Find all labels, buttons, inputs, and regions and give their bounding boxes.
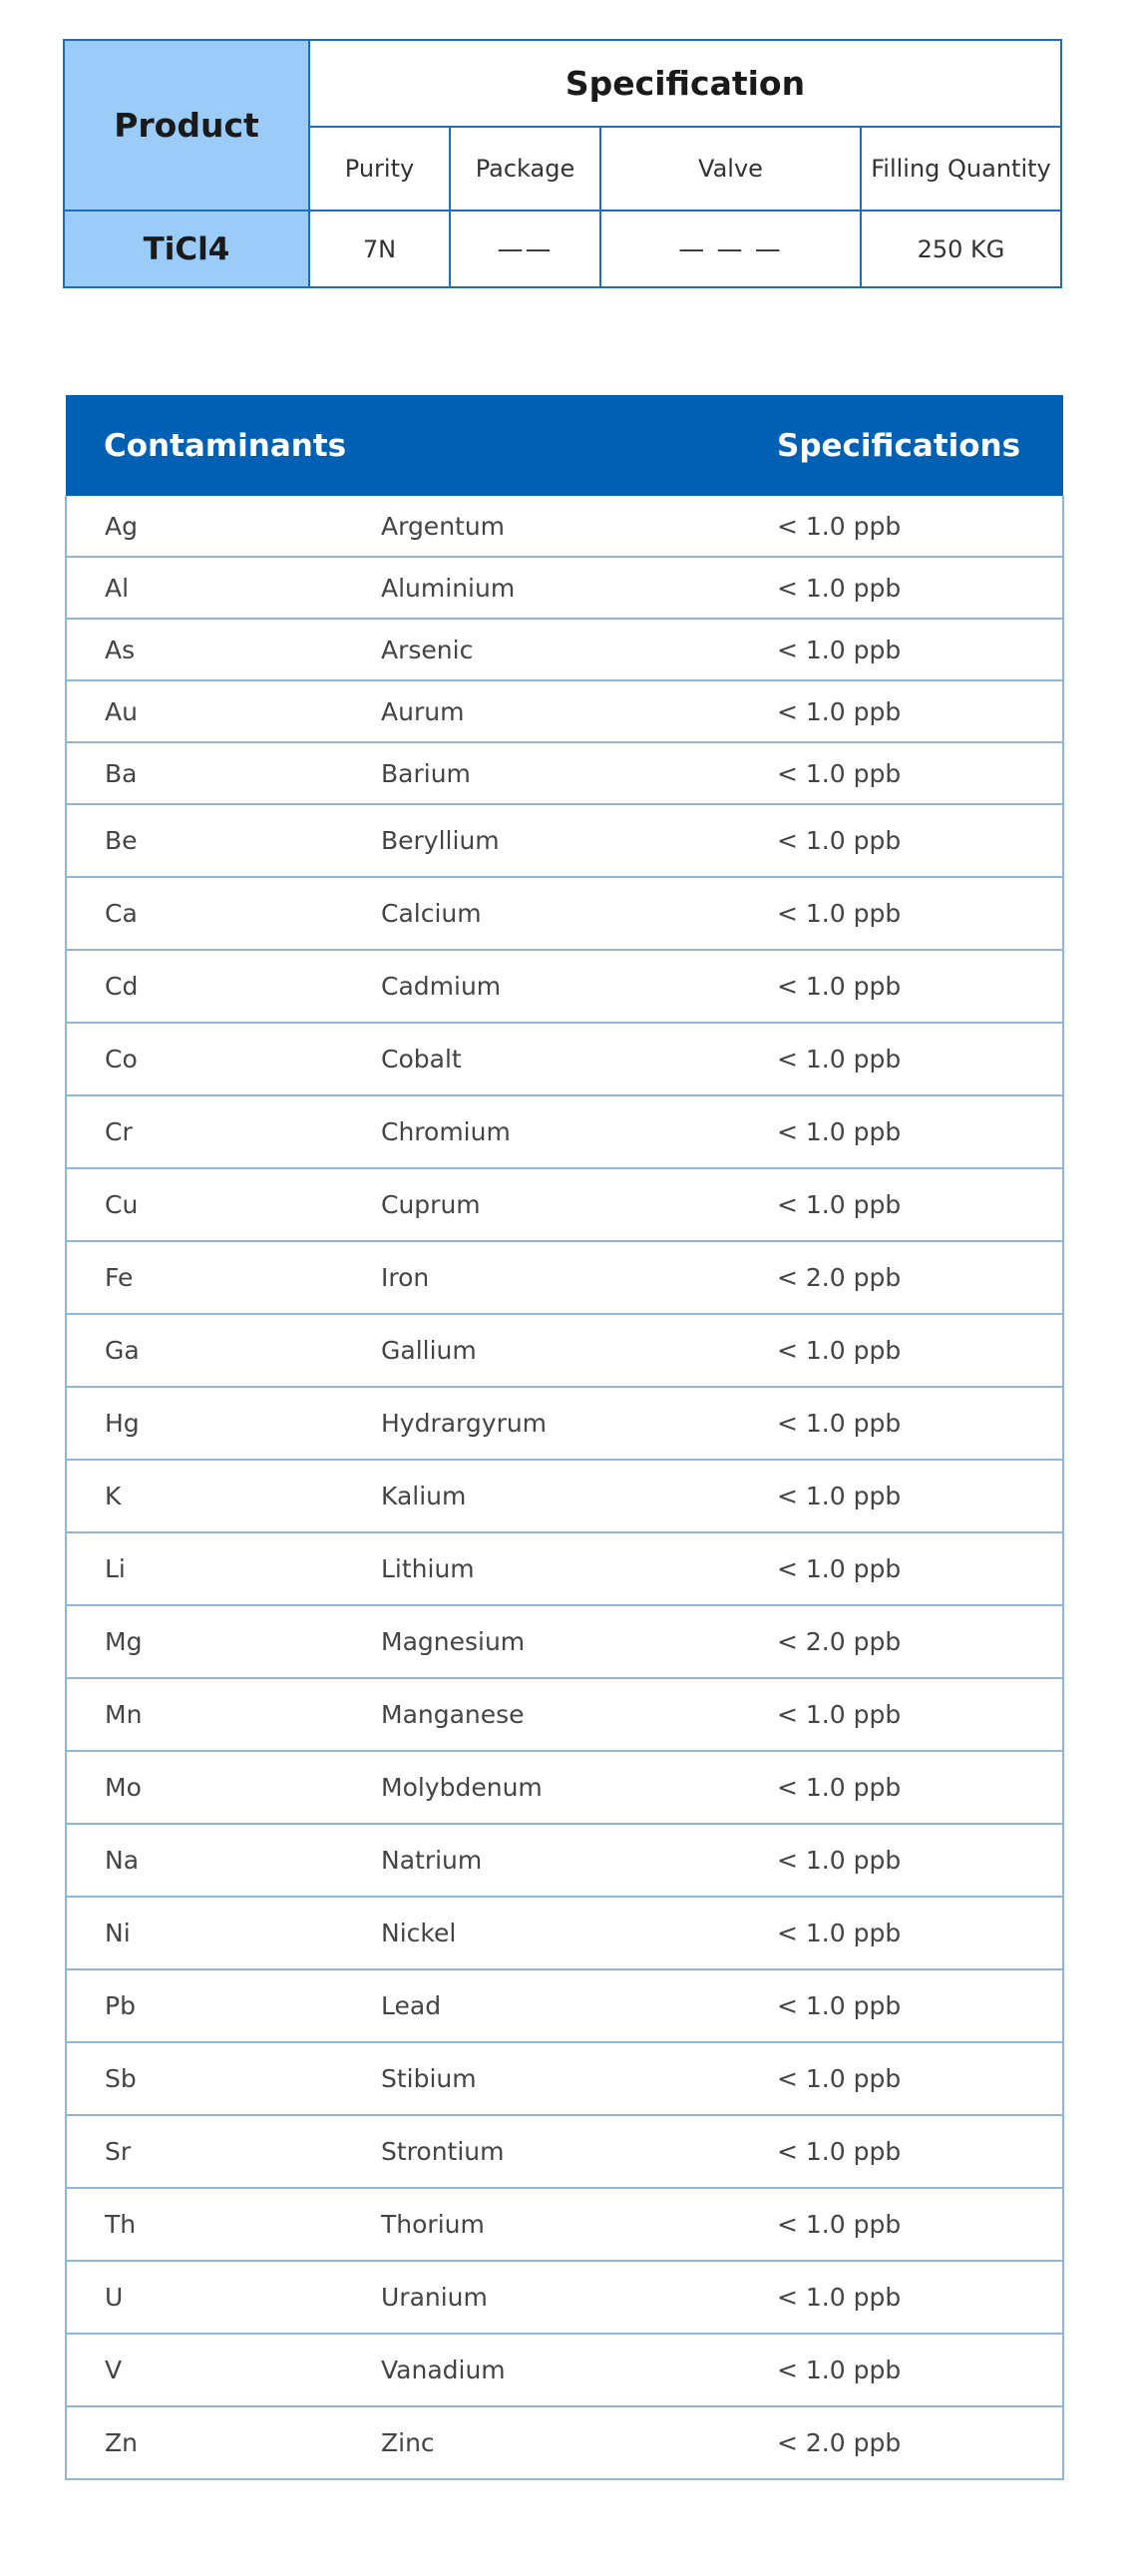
element-name: Uranium	[381, 2261, 771, 2334]
purity-value: 7N	[309, 211, 450, 287]
element-specification: < 1.0 ppb	[771, 1751, 1063, 1824]
element-name: Thorium	[381, 2188, 771, 2261]
element-name: Aluminium	[381, 557, 771, 619]
table-row	[66, 2188, 1063, 2261]
table-row	[66, 496, 1063, 557]
element-specification: < 1.0 ppb	[771, 1095, 1063, 1168]
element-name: Cadmium	[381, 950, 771, 1023]
element-name: Lithium	[381, 1532, 771, 1605]
table-row	[66, 1095, 1063, 1168]
element-symbol: Sb	[66, 2042, 381, 2115]
element-specification: < 2.0 ppb	[771, 1605, 1063, 1678]
element-specification: < 1.0 ppb	[771, 742, 1063, 804]
element-specification: < 1.0 ppb	[771, 1532, 1063, 1605]
element-symbol: Ni	[66, 1897, 381, 1969]
element-specification: < 1.0 ppb	[771, 2188, 1063, 2261]
element-symbol: Sr	[66, 2115, 381, 2188]
contaminants-header: Contaminants	[66, 395, 771, 496]
element-specification: < 1.0 ppb	[771, 877, 1063, 950]
table-row	[66, 1897, 1063, 1969]
element-name: Magnesium	[381, 1605, 771, 1678]
element-symbol: Cr	[66, 1095, 381, 1168]
element-specification: < 1.0 ppb	[771, 2334, 1063, 2406]
element-name: Barium	[381, 742, 771, 804]
valve-column-header: Valve	[600, 127, 861, 211]
table-row	[66, 2042, 1063, 2115]
element-specification: < 1.0 ppb	[771, 2115, 1063, 2188]
element-name: Hydrargyrum	[381, 1387, 771, 1460]
table-row	[66, 1460, 1063, 1532]
element-name: Iron	[381, 1241, 771, 1314]
element-name: Natrium	[381, 1824, 771, 1897]
element-specification: < 1.0 ppb	[771, 1678, 1063, 1751]
table-row	[66, 804, 1063, 877]
element-specification: < 1.0 ppb	[771, 1168, 1063, 1241]
element-name: Strontium	[381, 2115, 771, 2188]
table-row	[66, 1168, 1063, 1241]
element-specification: < 1.0 ppb	[771, 1460, 1063, 1532]
element-name: Gallium	[381, 1314, 771, 1387]
element-name: Calcium	[381, 877, 771, 950]
element-symbol: Co	[66, 1023, 381, 1095]
element-name: Stibium	[381, 2042, 771, 2115]
table-row	[66, 742, 1063, 804]
element-name: Arsenic	[381, 619, 771, 680]
element-symbol: Hg	[66, 1387, 381, 1460]
element-specification: < 1.0 ppb	[771, 804, 1063, 877]
element-name: Zinc	[381, 2406, 771, 2479]
element-specification: < 1.0 ppb	[771, 2042, 1063, 2115]
product-name: TiCl4	[64, 211, 309, 287]
table-row	[66, 1751, 1063, 1824]
element-specification: < 1.0 ppb	[771, 950, 1063, 1023]
element-symbol: Mn	[66, 1678, 381, 1751]
table-row	[66, 619, 1063, 680]
valve-value: — — —	[600, 211, 861, 287]
element-name: Beryllium	[381, 804, 771, 877]
element-specification: < 1.0 ppb	[771, 680, 1063, 742]
element-symbol: Be	[66, 804, 381, 877]
table-row	[66, 1023, 1063, 1095]
element-specification: < 1.0 ppb	[771, 619, 1063, 680]
table-row	[66, 1241, 1063, 1314]
element-specification: < 2.0 ppb	[771, 1241, 1063, 1314]
element-specification: < 1.0 ppb	[771, 557, 1063, 619]
element-symbol: Au	[66, 680, 381, 742]
table-row	[66, 1824, 1063, 1897]
product-specification-table	[63, 39, 1062, 288]
element-specification: < 2.0 ppb	[771, 2406, 1063, 2479]
element-name: Cobalt	[381, 1023, 771, 1095]
element-symbol: K	[66, 1460, 381, 1532]
element-symbol: Na	[66, 1824, 381, 1897]
table-row	[66, 1387, 1063, 1460]
element-name: Argentum	[381, 496, 771, 557]
element-name: Kalium	[381, 1460, 771, 1532]
specifications-header: Specifications	[771, 395, 1063, 496]
element-name: Lead	[381, 1969, 771, 2042]
element-symbol: Pb	[66, 1969, 381, 2042]
purity-column-header: Purity	[309, 127, 450, 211]
table-row	[66, 877, 1063, 950]
element-specification: < 1.0 ppb	[771, 1824, 1063, 1897]
element-symbol: Li	[66, 1532, 381, 1605]
table-row	[66, 2115, 1063, 2188]
element-specification: < 1.0 ppb	[771, 1969, 1063, 2042]
element-specification: < 1.0 ppb	[771, 1314, 1063, 1387]
element-symbol: Mg	[66, 1605, 381, 1678]
element-name: Molybdenum	[381, 1751, 771, 1824]
package-value: ——	[450, 211, 600, 287]
element-specification: < 1.0 ppb	[771, 2261, 1063, 2334]
element-symbol: Fe	[66, 1241, 381, 1314]
table-row	[66, 950, 1063, 1023]
element-symbol: As	[66, 619, 381, 680]
table-row	[66, 1678, 1063, 1751]
element-symbol: Al	[66, 557, 381, 619]
element-specification: < 1.0 ppb	[771, 496, 1063, 557]
table-row	[66, 557, 1063, 619]
table-row	[66, 2261, 1063, 2334]
element-name: Vanadium	[381, 2334, 771, 2406]
element-specification: < 1.0 ppb	[771, 1897, 1063, 1969]
table-row	[66, 2406, 1063, 2479]
contaminants-header-row	[66, 395, 1063, 496]
filling-quantity-column-header: Filling Quantity	[861, 127, 1061, 211]
table-row	[66, 1969, 1063, 2042]
element-symbol: V	[66, 2334, 381, 2406]
product-header: Product	[64, 40, 309, 211]
filling-quantity-value: 250 KG	[861, 211, 1061, 287]
element-name: Cuprum	[381, 1168, 771, 1241]
element-symbol: Ca	[66, 877, 381, 950]
table-row	[66, 2334, 1063, 2406]
element-symbol: Cu	[66, 1168, 381, 1241]
table-row	[66, 1605, 1063, 1678]
element-symbol: Th	[66, 2188, 381, 2261]
element-name: Manganese	[381, 1678, 771, 1751]
element-symbol: Ba	[66, 742, 381, 804]
contaminants-table	[65, 395, 1064, 2480]
contaminants-body	[66, 496, 1063, 2479]
element-symbol: U	[66, 2261, 381, 2334]
table-row	[66, 680, 1063, 742]
element-symbol: Mo	[66, 1751, 381, 1824]
element-name: Aurum	[381, 680, 771, 742]
element-specification: < 1.0 ppb	[771, 1023, 1063, 1095]
table-row	[66, 1532, 1063, 1605]
element-specification: < 1.0 ppb	[771, 1387, 1063, 1460]
element-symbol: Ga	[66, 1314, 381, 1387]
element-name: Chromium	[381, 1095, 771, 1168]
element-symbol: Zn	[66, 2406, 381, 2479]
package-column-header: Package	[450, 127, 600, 211]
element-symbol: Cd	[66, 950, 381, 1023]
element-symbol: Ag	[66, 496, 381, 557]
element-name: Nickel	[381, 1897, 771, 1969]
table-row	[66, 1314, 1063, 1387]
specification-header: Specification	[309, 40, 1061, 127]
